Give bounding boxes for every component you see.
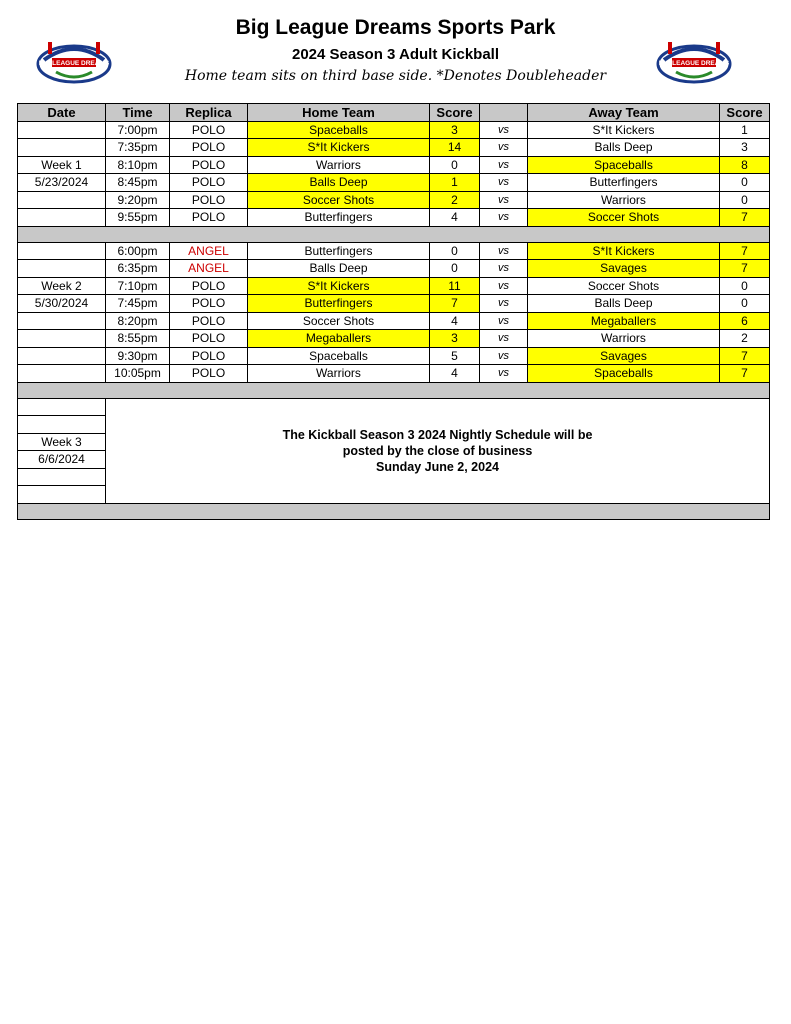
schedule-note: Home team sits on third base side. *Denotes Doubleheader — [184, 68, 607, 84]
away-score-cell: 0 — [720, 277, 770, 295]
schedule-notice — [106, 398, 770, 503]
away-team-cell: S*It Kickers — [528, 121, 720, 139]
col-header-time: Time — [106, 104, 170, 122]
away-team-cell: Megaballers — [528, 312, 720, 330]
field-cell: POLO — [170, 347, 248, 365]
field-cell: POLO — [170, 312, 248, 330]
date-cell — [18, 347, 106, 365]
away-score-cell: 2 — [720, 330, 770, 348]
home-score-cell: 0 — [430, 156, 480, 174]
away-team-cell: Savages — [528, 260, 720, 278]
field-cell: POLO — [170, 209, 248, 227]
home-score-cell: 2 — [430, 191, 480, 209]
home-team-cell: Butterfingers — [248, 209, 430, 227]
home-team-cell: Megaballers — [248, 330, 430, 348]
time-cell: 7:00pm — [106, 121, 170, 139]
date-cell — [18, 468, 106, 486]
field-cell: ANGEL — [170, 260, 248, 278]
page-subtitle: 2024 Season 3 Adult Kickball — [291, 46, 500, 63]
svg-text:BIG LEAGUE DREAMS: BIG LEAGUE DREAMS — [38, 60, 110, 67]
home-score-cell: 3 — [430, 121, 480, 139]
home-team-cell: Butterfingers — [248, 242, 430, 260]
away-score-cell: 0 — [720, 295, 770, 313]
date-cell — [18, 121, 106, 139]
home-team-cell: S*It Kickers — [248, 139, 430, 157]
date-cell — [18, 486, 106, 504]
vs-cell: vs — [480, 174, 528, 192]
field-cell: POLO — [170, 191, 248, 209]
away-score-cell: 1 — [720, 121, 770, 139]
time-cell: 8:45pm — [106, 174, 170, 192]
week-separator — [18, 226, 770, 242]
svg-text:BIG LEAGUE DREAMS: BIG LEAGUE DREAMS — [658, 60, 730, 67]
col-header-date: Date — [18, 104, 106, 122]
time-cell: 9:20pm — [106, 191, 170, 209]
away-score-cell: 7 — [720, 242, 770, 260]
table-row — [18, 209, 770, 227]
table-row — [18, 156, 770, 174]
table-row — [18, 260, 770, 278]
vs-cell: vs — [480, 347, 528, 365]
col-header-home-score: Score — [430, 104, 480, 122]
table-row — [18, 139, 770, 157]
page-header — [0, 0, 791, 100]
table-row — [18, 347, 770, 365]
away-team-cell: Savages — [528, 347, 720, 365]
time-cell: 8:20pm — [106, 312, 170, 330]
table-row — [18, 398, 770, 416]
away-score-cell: 0 — [720, 174, 770, 192]
vs-cell: vs — [480, 295, 528, 313]
home-team-cell: Spaceballs — [248, 347, 430, 365]
week-label-cell: Week 2 — [18, 277, 106, 295]
home-team-cell: Warriors — [248, 156, 430, 174]
away-team-cell: Butterfingers — [528, 174, 720, 192]
field-cell: POLO — [170, 156, 248, 174]
away-team-cell: Balls Deep — [528, 139, 720, 157]
field-cell: POLO — [170, 330, 248, 348]
date-cell — [18, 209, 106, 227]
home-score-cell: 4 — [430, 209, 480, 227]
table-row — [18, 191, 770, 209]
time-cell: 7:35pm — [106, 139, 170, 157]
vs-cell: vs — [480, 260, 528, 278]
col-header-away-team: Away Team — [528, 104, 720, 122]
home-team-cell: Spaceballs — [248, 121, 430, 139]
date-cell — [18, 312, 106, 330]
table-row — [18, 295, 770, 313]
away-team-cell: Warriors — [528, 191, 720, 209]
home-team-cell: Soccer Shots — [248, 191, 430, 209]
field-cell: POLO — [170, 277, 248, 295]
table-row — [18, 121, 770, 139]
away-team-cell: Balls Deep — [528, 295, 720, 313]
field-cell: POLO — [170, 121, 248, 139]
col-header-home-team: Home Team — [248, 104, 430, 122]
home-score-cell: 3 — [430, 330, 480, 348]
home-team-cell: Balls Deep — [248, 260, 430, 278]
home-team-cell: S*It Kickers — [248, 277, 430, 295]
week-date-cell: 5/23/2024 — [18, 174, 106, 192]
home-score-cell: 7 — [430, 295, 480, 313]
home-team-cell: Soccer Shots — [248, 312, 430, 330]
time-cell: 7:45pm — [106, 295, 170, 313]
home-score-cell: 4 — [430, 365, 480, 383]
col-header-vs — [480, 104, 528, 122]
week-separator — [18, 503, 770, 519]
time-cell: 7:10pm — [106, 277, 170, 295]
away-team-cell: Spaceballs — [528, 365, 720, 383]
away-score-cell: 8 — [720, 156, 770, 174]
time-cell: 9:55pm — [106, 209, 170, 227]
table-row — [18, 365, 770, 383]
field-cell: POLO — [170, 365, 248, 383]
home-score-cell: 0 — [430, 242, 480, 260]
away-score-cell: 6 — [720, 312, 770, 330]
date-cell — [18, 242, 106, 260]
away-team-cell: Warriors — [528, 330, 720, 348]
home-score-cell: 1 — [430, 174, 480, 192]
notice-line-2: posted by the close of business — [342, 443, 533, 458]
week-separator — [18, 382, 770, 398]
away-score-cell: 0 — [720, 191, 770, 209]
vs-cell: vs — [480, 191, 528, 209]
col-header-replica: Replica — [170, 104, 248, 122]
home-team-cell: Warriors — [248, 365, 430, 383]
away-score-cell: 7 — [720, 260, 770, 278]
vs-cell: vs — [480, 312, 528, 330]
away-score-cell: 7 — [720, 209, 770, 227]
schedule-table — [17, 103, 770, 520]
date-cell — [18, 330, 106, 348]
away-team-cell: Soccer Shots — [528, 277, 720, 295]
time-cell: 8:55pm — [106, 330, 170, 348]
vs-cell: vs — [480, 156, 528, 174]
home-score-cell: 4 — [430, 312, 480, 330]
time-cell: 6:35pm — [106, 260, 170, 278]
home-score-cell: 0 — [430, 260, 480, 278]
week-label-cell: Week 1 — [18, 156, 106, 174]
away-score-cell: 7 — [720, 347, 770, 365]
time-cell: 10:05pm — [106, 365, 170, 383]
col-header-away-score: Score — [720, 104, 770, 122]
notice-line-3: Sunday June 2, 2024 — [376, 459, 499, 474]
away-score-cell: 3 — [720, 139, 770, 157]
table-row — [18, 242, 770, 260]
date-cell — [18, 260, 106, 278]
table-header-row — [18, 104, 770, 122]
home-score-cell: 5 — [430, 347, 480, 365]
date-cell — [18, 365, 106, 383]
table-row — [18, 174, 770, 192]
away-score-cell: 7 — [720, 365, 770, 383]
date-cell — [18, 139, 106, 157]
home-score-cell: 11 — [430, 277, 480, 295]
time-cell: 8:10pm — [106, 156, 170, 174]
week-date-cell: 6/6/2024 — [18, 451, 106, 469]
table-row — [18, 277, 770, 295]
vs-cell: vs — [480, 242, 528, 260]
vs-cell: vs — [480, 139, 528, 157]
vs-cell: vs — [480, 365, 528, 383]
page-title: Big League Dreams Sports Park — [235, 16, 556, 39]
home-score-cell: 14 — [430, 139, 480, 157]
vs-cell: vs — [480, 121, 528, 139]
table-row — [18, 312, 770, 330]
week-date-cell: 5/30/2024 — [18, 295, 106, 313]
big-league-dreams-logo — [654, 34, 734, 86]
field-cell: POLO — [170, 174, 248, 192]
time-cell: 9:30pm — [106, 347, 170, 365]
field-cell: POLO — [170, 139, 248, 157]
date-cell — [18, 416, 106, 434]
home-team-cell: Balls Deep — [248, 174, 430, 192]
week-label-cell: Week 3 — [18, 433, 106, 451]
date-cell — [18, 191, 106, 209]
table-row — [18, 330, 770, 348]
vs-cell: vs — [480, 209, 528, 227]
home-team-cell: Butterfingers — [248, 295, 430, 313]
notice-line-1: The Kickball Season 3 2024 Nightly Schedule will be — [282, 427, 593, 442]
away-team-cell: Spaceballs — [528, 156, 720, 174]
field-cell: POLO — [170, 295, 248, 313]
vs-cell: vs — [480, 277, 528, 295]
date-cell — [18, 398, 106, 416]
away-team-cell: Soccer Shots — [528, 209, 720, 227]
vs-cell: vs — [480, 330, 528, 348]
time-cell: 6:00pm — [106, 242, 170, 260]
field-cell: ANGEL — [170, 242, 248, 260]
away-team-cell: S*It Kickers — [528, 242, 720, 260]
